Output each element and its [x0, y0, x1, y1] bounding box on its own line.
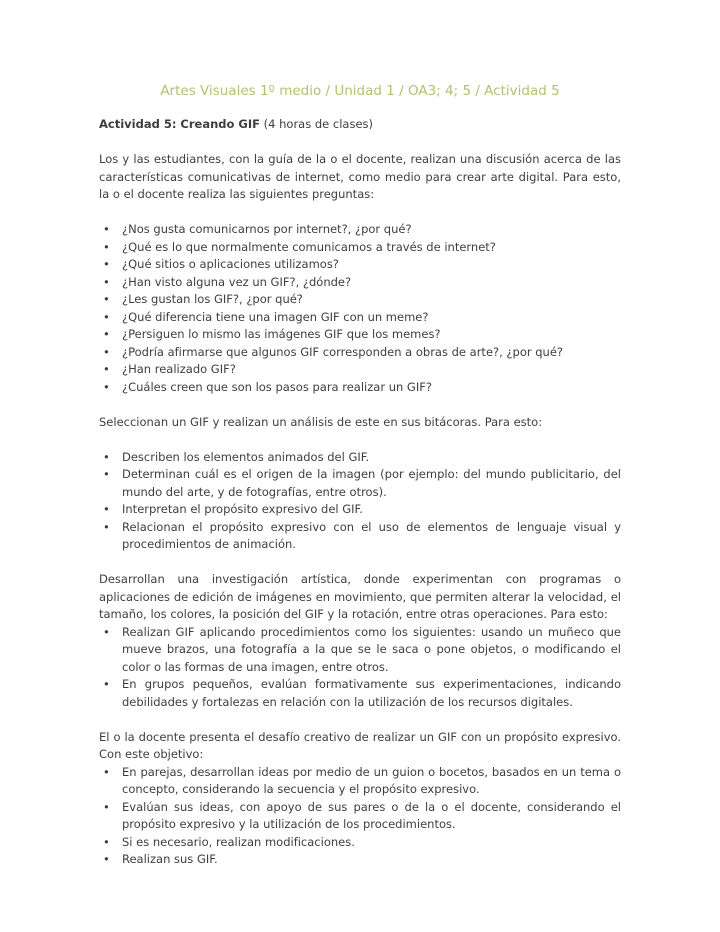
- list-item: • ¿Qué sitios o aplicaciones utilizamos?: [99, 256, 621, 274]
- list-item: • ¿Han realizado GIF?: [99, 361, 621, 379]
- list-item: • ¿Persiguen lo mismo las imágenes GIF que los memes?: [99, 326, 621, 344]
- list-item: • Interpretan el propósito expresivo del GIF.: [99, 501, 621, 519]
- list-item: • Describen los elementos animados del GIF.: [99, 449, 621, 467]
- section-discussion: [99, 151, 621, 396]
- list-item: • En parejas, desarrollan ideas por medio de un guion o bocetos, basados en un tema o concepto, considerando la secuencia y el propósito expresivo.: [99, 764, 621, 799]
- list-item: • ¿Nos gusta comunicarnos por internet?, ¿por qué?: [99, 221, 621, 239]
- list-item: • ¿Han visto alguna vez un GIF?, ¿dónde?: [99, 274, 621, 292]
- list-item: • ¿Podría afirmarse que algunos GIF corresponden a obras de arte?, ¿por qué?: [99, 344, 621, 362]
- investigation-list: [99, 624, 621, 712]
- activity-heading-duration: (4 horas de clases): [260, 117, 374, 131]
- list-item: • ¿Cuáles creen que son los pasos para realizar un GIF?: [99, 379, 621, 397]
- challenge-list: [99, 764, 621, 869]
- list-item: • ¿Qué diferencia tiene una imagen GIF con un meme?: [99, 309, 621, 327]
- question-list: [99, 221, 621, 396]
- list-item: • En grupos pequeños, evalúan formativamente sus experimentaciones, indicando debilidades y fortalezas en relación con la utilización de los recursos digitales.: [99, 676, 621, 711]
- list-item: • Realizan sus GIF.: [99, 851, 621, 869]
- section-challenge: [99, 729, 621, 869]
- list-item: • Evalúan sus ideas, con apoyo de sus pares o de la o el docente, considerando el propósito expresivo y la utilización de los procedimientos.: [99, 799, 621, 834]
- section-intro: Seleccionan un GIF y realizan un análisis de este en sus bitácoras. Para esto:: [99, 414, 543, 429]
- section-investigation: [99, 571, 621, 711]
- section-analysis: [99, 414, 621, 554]
- list-item: • Realizan GIF aplicando procedimientos como los siguientes: usando un muñeco que mueve brazos, una fotografía a la que se le saca o pone objetos, o modificando el color o las formas de una imagen, entre otros.: [99, 624, 621, 677]
- list-item: • Determinan cuál es el origen de la imagen (por ejemplo: del mundo publicitario, del mundo del arte, y de fotografías, entre otros).: [99, 466, 621, 501]
- document-title: Artes Visuales 1º medio / Unidad 1 / OA3; 4; 5 / Actividad 5: [160, 83, 560, 99]
- list-item: • Relacionan el propósito expresivo con el uso de elementos de lenguaje visual y procedimientos de animación.: [99, 519, 621, 554]
- analysis-list: [99, 449, 621, 554]
- section-intro: Los y las estudiantes, con la guía de la o el docente, realizan una discusión acerca de las características comunicativas de internet, como medio para crear arte digital. Para esto, la o el docente realiza las siguientes preguntas:: [99, 152, 621, 201]
- list-item: • ¿Les gustan los GIF?, ¿por qué?: [99, 291, 621, 309]
- section-intro: Desarrollan una investigación artística, donde experimentan con programas o aplicaciones de edición de imágenes en movimiento, que permiten alterar la velocidad, el tamaño, los colores, la posición del GIF y la rotación, entre otras operaciones. Para esto:: [99, 572, 621, 621]
- section-intro: El o la docente presenta el desafío creativo de realizar un GIF con un propósito expresivo. Con este objetivo:: [99, 729, 621, 761]
- list-item: • Si es necesario, realizan modificaciones.: [99, 834, 621, 852]
- list-item: • ¿Qué es lo que normalmente comunicamos a través de internet?: [99, 239, 621, 257]
- activity-heading-bold: Actividad 5: Creando GIF: [99, 117, 260, 131]
- activity-heading: [99, 116, 621, 134]
